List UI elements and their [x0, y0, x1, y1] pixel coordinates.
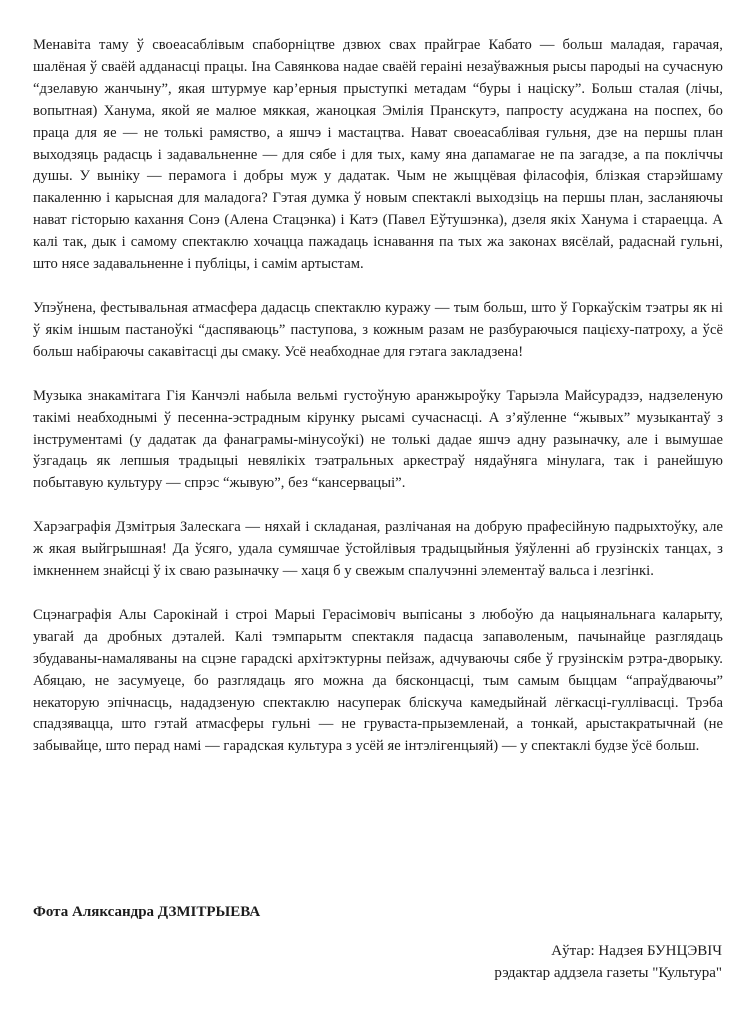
photo-credit: Фота Аляксандра ДЗМІТРЫЕВА [33, 904, 261, 920]
article-paragraph-1: Менавіта таму ў своеасаблівым спаборніцтве дзвюх свах прайграе Кабато — больш маладая, гарачая, шалёная ў сваёй адданасці працы. Іна Савянкова надае сваёй гераіні незаўважныя рысы пародыі на сучасную “дзелавую жанчыну”, якая штурмуе кар’ерныя прыступкі метадам “буры і націску”. Больш сталая (лічы, вопытная) Ханума, якой яе малюе мяккая, жаноцкая Эмілія Пранскутэ, папросту асуджана на поспех, бо праца для яе — не толькі рамяство, а яшчэ і мастацтва. Нават своеасаблівая гульня, дзе на першы план выходзяць радасць і задавальненне — для сябе і для тых, каму яна дапамагае не па загадзе, а па покліччы душы. У выніку — перамога і добры муж у дадатак. Чым не жыццёвая філасофія, блізкая старэйшаму пакаленню і карысная для маладога? Гэтая думка ў новым спектаклі выходзіць на першы план, засланяючы нават гісторыю кахання Сонэ (Алена Стацэнка) і Катэ (Павел Еўтушэнка), дзеля якіх Ханума і стараецца. А калі так, дык і самому спектаклю хочацца пажадаць існавання па тых жа законах вясёлай, радаснай гульні, што нясе задавальненне і публіцы, і самім артыстам. [33, 37, 723, 273]
article-paragraph-4: Харэаграфія Дзмітрыя Залескага — няхай і складаная, разлічаная на добрую прафесійную падрыхтоўку, але ж якая выйгрышная! Да ўсяго, удала сумяшчае ўстойлівыя традыцыйныя ўяўленні аб грузінскіх танцах, з імкненнем знайсці ў іх сваю разыначку — хаця б у свежым спалучэнні элементаў вальса і лезгінкі. [33, 519, 723, 580]
author-line: Аўтар: Надзея БУНЦЭВІЧ [551, 943, 722, 959]
article-paragraph-2: Упэўнена, фестывальная атмасфера дадасць спектаклю куражу — тым больш, што ў Горкаўскім тэатры як ні ў якім іншым пастаноўкі “даспяваюць” паступова, з кожным разам не разбураючыся пацієху-патроху, а ўсё больш набіраючы сакавітасці ды смаку. Усё неабходнае для гэтага закладзена! [33, 299, 723, 360]
article-paragraph-3: Музыка знакамітага Гія Канчэлі набыла вельмі густоўную аранжыроўку Тарыэла Майсурадзэ, надзеленую такімі неабходнымі ў песенна-эстрадным кірунку рысамі сучаснасці. А з’яўленне “жывых” музыкантаў з інструментамі (у дадатак да фанаграмы-мінусоўкі) не толькі дадае яшчэ адну разыначку, але і вымушае ўзгадаць як лепшыя традыцыі невялікіх тэатральных аркестраў нядаўняга мінулага, так і ранейшую побытавую культуру — спрэс “жывую”, без “кансервацыі”. [33, 387, 723, 492]
article-paragraph-5: Сцэнаграфія Алы Сарокінай і строі Марыі Герасімовіч выпісаны з любоўю да нацыянальнага каларыту, увагай да дробных дэталей. Калі тэмпарытм спектакля падасца запаволеным, пачынайце разглядаць збудаваны-намаляваны на сцэне гарадскі архітэктурны пейзаж, адчуваючы сябе ў грузінскім рэтра-дворыку. Абяцаю, не засумуеце, бо разглядаць яго можна да бясконцасці, тым самым быццам “апраўдваючы” некаторую эпічнасць, нададзеную спектаклю насуперак бліскуча камедыйнай лёгкасці-гуллівасці. Трэба спадзявацца, што гэтай атмасферы гульні — не груваста-прыземленай, а тонкай, арыстакратычнай (не забывайце, што перад намі — гарадская культура з усёй яе інтэлігенцыяй) — у спектаклі будзе ўсё больш. [33, 606, 723, 755]
author-signature [494, 940, 722, 984]
editor-line: рэдактар аддзела газеты "Культура" [494, 965, 722, 981]
article-body [33, 35, 723, 780]
